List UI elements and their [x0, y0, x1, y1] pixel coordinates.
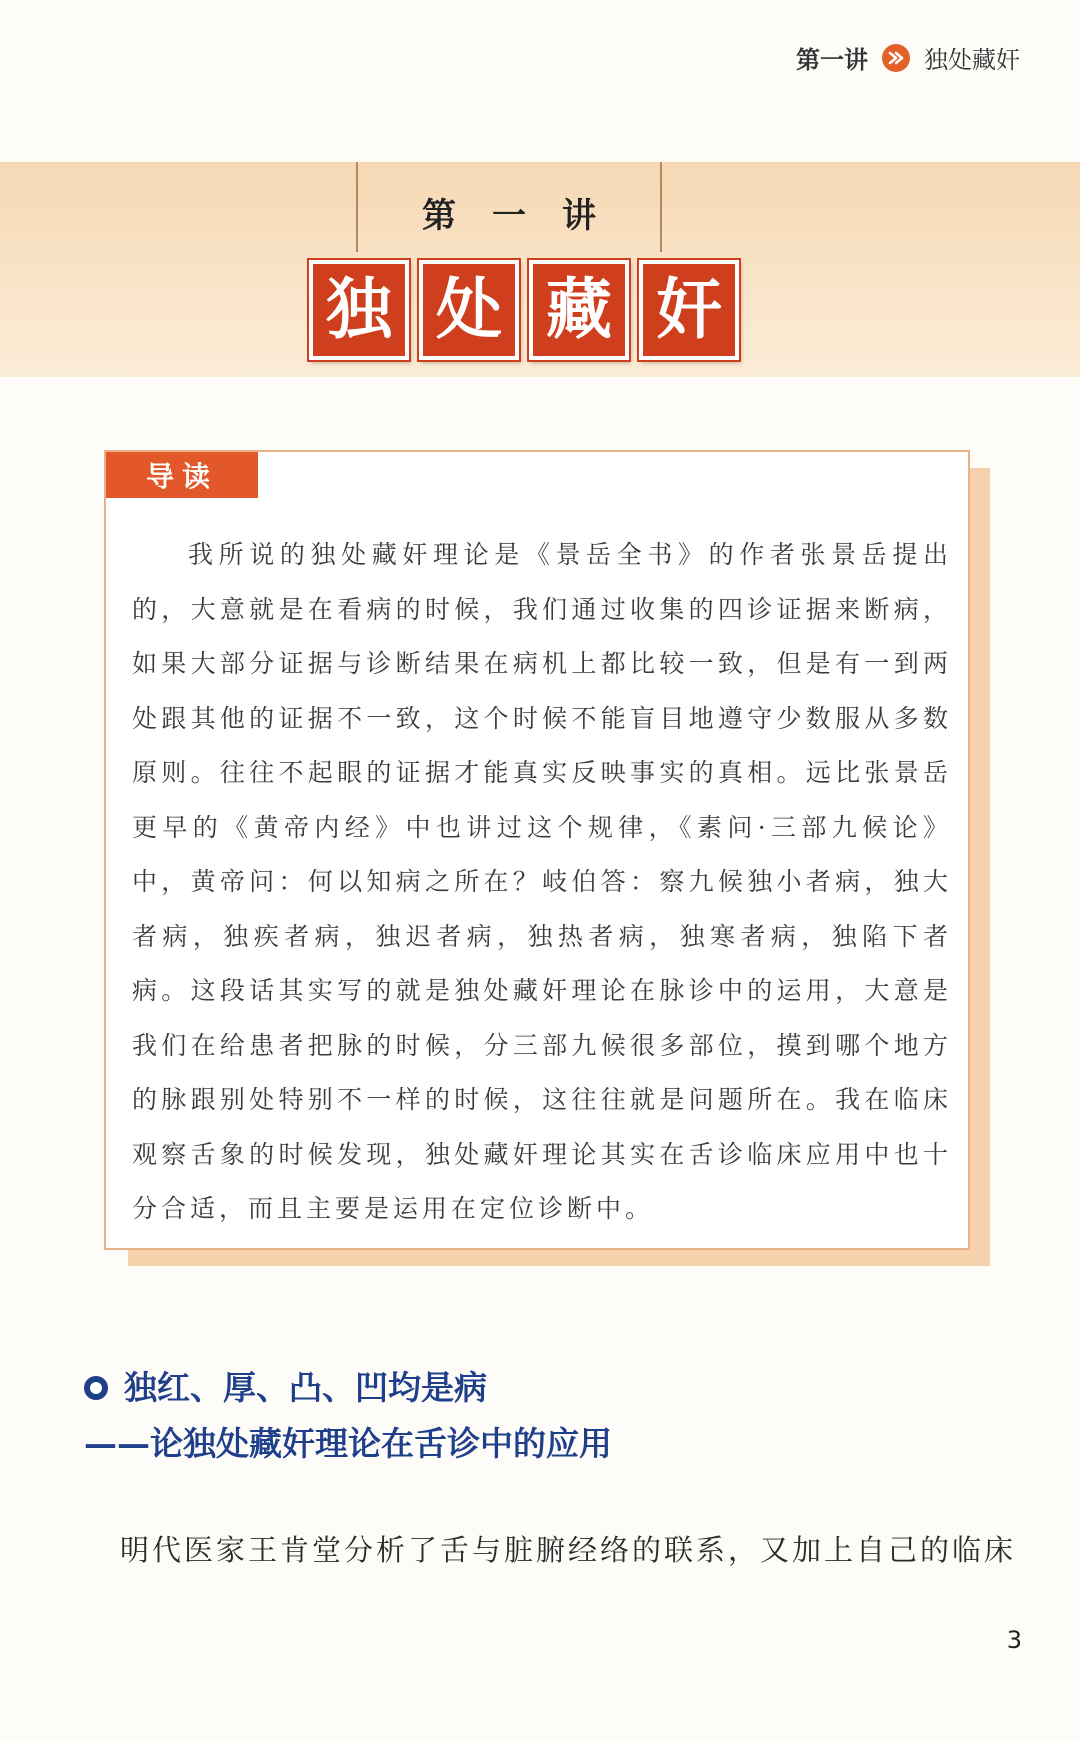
title-char: 独	[309, 260, 409, 360]
chapter-title	[307, 258, 741, 362]
title-char: 藏	[529, 260, 629, 360]
section-heading-line1: 独红、厚、凸、凹均是病	[124, 1368, 487, 1407]
chapter-banner	[0, 162, 1080, 377]
page-number: 3	[1006, 1626, 1022, 1654]
section-heading-line2: ——论独处藏奸理论在舌诊中的应用	[84, 1424, 612, 1463]
circle-bullet-icon	[84, 1376, 108, 1400]
title-char: 奸	[639, 260, 739, 360]
header-title: 独处藏奸	[924, 46, 1020, 74]
guide-tab: 导读	[106, 452, 258, 498]
header-chapter: 第一讲	[796, 46, 868, 74]
guide-box	[104, 450, 970, 1250]
guide-text: 我所说的独处藏奸理论是《景岳全书》的作者张景岳提出的，大意就是在看病的时候，我们通过收集的四诊证据来断病，如果大部分证据与诊断结果在病机上都比较一致，但是有一到两处跟其他的证据不一致，这个时候不能盲目地遵守少数服从多数原则。往往不起眼的证据才能真实反映事实的真相。远比张景岳更早的《黄帝内经》中也讲过这个规律，《素问·三部九候论》中，黄帝问：何以知病之所在？岐伯答：察九候独小者病，独大者病，独疾者病，独迟者病，独热者病，独寒者病，独陷下者病。这段话其实写的就是独处藏奸理论在脉诊中的运用，大意是我们在给患者把脉的时候，分三部九候很多部位，摸到哪个地方的脉跟别处特别不一样的时候，这往往就是问题所在。我在临床观察舌象的时候发现，独处藏奸理论其实在舌诊临床应用中也十分合适，而且主要是运用在定位诊断中。	[132, 540, 952, 1223]
body-paragraph: 明代医家王肯堂分析了舌与脏腑经络的联系，又加上自己的临床	[120, 1533, 1017, 1567]
running-header	[796, 40, 1020, 75]
title-char: 处	[419, 260, 519, 360]
section-heading	[84, 1360, 612, 1472]
lecture-label: 第一讲	[422, 196, 632, 236]
arrow-right-icon	[882, 44, 910, 72]
